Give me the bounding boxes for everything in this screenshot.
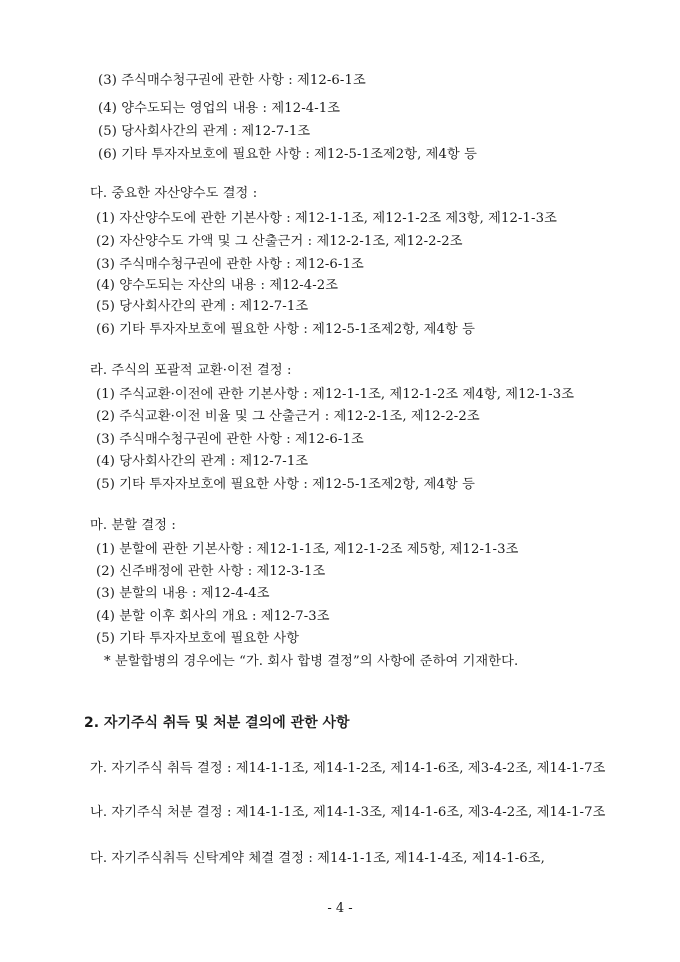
list-item: (2) 신주배정에 관한 사항 : 제12-3-1조 (96, 564, 326, 579)
list-item: (5) 기타 투자자보호에 필요한 사항 : 제12-5-1조제2항, 제4항 등 (96, 477, 475, 492)
list-item: (1) 자산양수도에 관한 기본사항 : 제12-1-1조, 제12-1-2조 제3항, 제12-1-3조 (96, 211, 557, 226)
note: * 분할합병의 경우에는 “가. 회사 합병 결정”의 사항에 준하여 기재한다. (104, 654, 519, 669)
section-title: 마. 분할 결정 : (90, 518, 176, 533)
list-item: (3) 분할의 내용 : 제12-4-4조 (96, 586, 270, 601)
list-item: 다. 자기주식취득 신탁계약 체결 결정 : 제14-1-1조, 제14-1-4조, 제14-1-6조, (90, 851, 545, 866)
list-item: (3) 주식매수청구권에 관한 사항 : 제12-6-1조 (96, 432, 364, 447)
list-item: (1) 주식교환·이전에 관한 기본사항 : 제12-1-1조, 제12-1-2조 제4항, 제12-1-3조 (96, 387, 575, 402)
page-number: - 4 - (327, 901, 353, 916)
list-item: 가. 자기주식 취득 결정 : 제14-1-1조, 제14-1-2조, 제14-1-6조, 제3-4-2조, 제14-1-7조 (90, 761, 606, 776)
list-item: (6) 기타 투자자보호에 필요한 사항 : 제12-5-1조제2항, 제4항 등 (96, 322, 475, 337)
list-item: (2) 자산양수도 가액 및 그 산출근거 : 제12-2-1조, 제12-2-2조 (96, 234, 463, 249)
list-item: (4) 양수도되는 영업의 내용 : 제12-4-1조 (98, 101, 341, 116)
list-item: (3) 주식매수청구권에 관한 사항 : 제12-6-1조 (98, 73, 366, 88)
list-item: (4) 양수도되는 자산의 내용 : 제12-4-2조 (96, 278, 339, 293)
section-title: 라. 주식의 포괄적 교환·이전 결정 : (90, 363, 292, 378)
section-title: 다. 중요한 자산양수도 결정 : (90, 186, 258, 201)
list-item: (1) 분할에 관한 기본사항 : 제12-1-1조, 제12-1-2조 제5항, 제12-1-3조 (96, 542, 519, 557)
list-item: 나. 자기주식 처분 결정 : 제14-1-1조, 제14-1-3조, 제14-1-6조, 제3-4-2조, 제14-1-7조 (90, 805, 606, 820)
section-heading: 2. 자기주식 취득 및 처분 결의에 관한 사항 (84, 715, 350, 731)
list-item: (3) 주식매수청구권에 관한 사항 : 제12-6-1조 (96, 257, 364, 272)
list-item: (2) 주식교환·이전 비율 및 그 산출근거 : 제12-2-1조, 제12-2-2조 (96, 409, 480, 424)
list-item: (4) 분할 이후 회사의 개요 : 제12-7-3조 (96, 609, 330, 624)
list-item: (6) 기타 투자자보호에 필요한 사항 : 제12-5-1조제2항, 제4항 등 (98, 147, 477, 162)
list-item: (5) 당사회사간의 관계 : 제12-7-1조 (98, 124, 311, 139)
list-item: (5) 기타 투자자보호에 필요한 사항 (96, 631, 300, 646)
list-item: (4) 당사회사간의 관계 : 제12-7-1조 (96, 454, 309, 469)
list-item: (5) 당사회사간의 관계 : 제12-7-1조 (96, 299, 309, 314)
